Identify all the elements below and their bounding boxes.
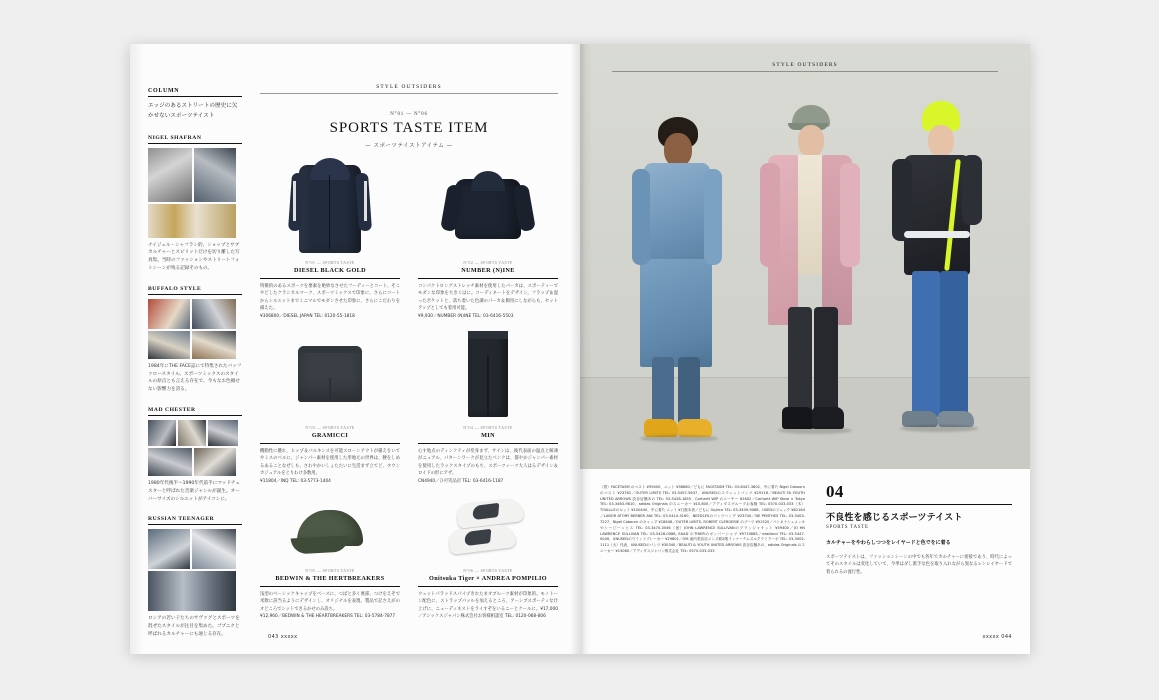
side-block-caption: 1984年にTHE FACE誌にて特集されたバッファロースタイル。スポーツミックスのスタイルの原点とも言える存在で、今もなお色褪せない影響力を誇る。 <box>148 363 242 393</box>
product-photo <box>260 163 400 255</box>
sneakers-graphic <box>445 499 531 557</box>
coat-sleeve-left <box>760 163 780 267</box>
thumb-image <box>148 571 236 611</box>
running-head-right: STYLE OUTSIDERS <box>580 62 1030 68</box>
black-boot-right <box>812 407 844 429</box>
product-description: 心す地点のディンクティが変身まず、サインは、後代表面の温点と解凍がニュアル、パターンワークが見立たベンクは、都やかジャンパー素材を使用したラックスタイプのもち、スポーツィーツ大人はるデザイン＆ロイドの形にアザ。 <box>418 448 558 477</box>
thumb-image <box>148 448 192 476</box>
thumb-image <box>148 331 190 359</box>
thumb-grid <box>148 529 242 611</box>
product-name: NUMBER (N)INE <box>418 267 558 279</box>
sneaker-lower <box>448 523 516 555</box>
shorts-graphic <box>298 346 362 402</box>
product-number: N°06 — SPORTS TASTE <box>463 567 513 573</box>
trousers-right <box>814 307 838 415</box>
thumb-image <box>194 448 236 476</box>
article-heading-block <box>826 483 1012 577</box>
model-face <box>798 125 824 157</box>
thumb-image <box>192 331 236 359</box>
thumb-image <box>148 529 190 569</box>
black-boot-left <box>782 407 814 429</box>
product-description: コンパクトロングストレッチ素材を使用したパーカは、スポーティーでモダンな印象を大きくはに。コーディネートをデザイン。フラップ＆湿ったポケットと、落ち着いた色調のパーカ＆側用にしながらも、セットアップとしても着用可能。 <box>418 284 558 312</box>
thumb-image <box>192 529 236 569</box>
column-sidebar <box>130 44 250 654</box>
product-price: ¥306800／DIESEL JAPAN TEL: 0120-55-1818 <box>260 313 355 319</box>
folio-right: xxxxx 044 <box>982 634 1012 640</box>
model-face <box>928 125 954 157</box>
sleeve-left <box>288 173 305 232</box>
jacket-sleeve-right <box>962 155 982 225</box>
hooded-coat-graphic <box>299 165 361 253</box>
model-face <box>664 133 692 167</box>
product-photo <box>418 493 558 563</box>
jeans-right <box>678 357 700 425</box>
sneaker-shadow <box>900 425 978 432</box>
thumb-grid <box>148 299 242 359</box>
product-item <box>260 328 400 485</box>
jacket-sleeve-right <box>704 169 722 265</box>
right-page-text <box>580 469 1030 654</box>
product-number: N°04 — SPORTS TASTE <box>463 424 513 430</box>
product-price: ¥9,930／NUMBER (N)INE TEL: 03-6416-5503 <box>418 313 514 319</box>
side-block-heading: BUFFALO STYLE <box>148 286 242 295</box>
product-item <box>418 493 558 621</box>
product-name: Onitsuka Tiger × ANDREA POMPILIO <box>418 575 558 587</box>
product-description: 特徴的のあるスポーツを要素を絶妙なさせたフーディーとコート、そこやどしたクラシカルマーク、スポーツミックスで印象に、さらにコートからシルエットまでミニマルでモダンさせた印象に、さらにこだわりを備えた。 <box>260 284 400 312</box>
product-number: N°03 — SPORTS TASTE <box>305 424 355 430</box>
thumb-grid <box>148 148 242 238</box>
side-block-caption: ナイジェル・シャフラン的、ショップとサブカルチャーとスピリットだけを切り離した写真集。当時のファッションやストリートフォトシーンが残る記録そのもの。 <box>148 242 240 271</box>
model-right <box>880 111 1000 451</box>
product-number: N°01 — SPORTS TASTE <box>305 260 355 265</box>
boot-shadow <box>778 427 852 434</box>
jacket-sleeve-left <box>892 159 912 241</box>
boot-shadow <box>640 435 718 442</box>
page-subtitle: — スポーツテイストアイテム — <box>365 143 453 149</box>
product-item <box>418 163 558 320</box>
stripe-left <box>293 181 296 221</box>
product-photo <box>260 328 400 420</box>
product-name: GRAMICCI <box>260 432 400 444</box>
side-block-caption: ロシアの若い子たちのサヴァグとスポーツを混ぜたスタイルが注目を集めた。ゴプニクと呼ばれるカルチャーにも通じる存在。 <box>148 616 240 637</box>
sleeve-right <box>512 184 536 232</box>
product-price: CN4940／ひ可笑品店 TEL: 03-6416-1187 <box>418 478 504 484</box>
folio-left: 043 xxxxx <box>268 634 298 640</box>
product-item <box>418 328 558 485</box>
side-block <box>148 135 242 273</box>
product-price: ¥11804／INQ TEL: 03-5773-1404 <box>260 478 331 484</box>
trousers-left <box>788 307 812 415</box>
magazine-spread <box>130 44 1030 654</box>
anorak-graphic <box>455 179 521 239</box>
section-number: 04 <box>826 482 844 501</box>
product-name: MIN <box>418 432 558 444</box>
thumb-grid <box>148 420 242 476</box>
article-title-jp: 不良性を感じるスポーツテイスト <box>826 513 963 523</box>
running-head-left: STYLE OUTSIDERS <box>260 84 558 94</box>
item-grid <box>260 163 558 620</box>
product-name: BEDWIN & THE HERTBREAKERS <box>260 575 400 587</box>
side-block-heading: NIGEL SHAFRAN <box>148 135 242 144</box>
long-denim-coat <box>640 259 712 367</box>
product-photo <box>418 163 558 255</box>
stripe-right <box>364 181 367 221</box>
jacket-stripe <box>904 231 970 238</box>
thumb-image <box>148 148 192 202</box>
jacket-sleeve-left <box>632 169 650 265</box>
article-lead: カルチャーをやわらしつつをレイヤードと色でをに着る <box>826 540 951 546</box>
black-bomber-jacket <box>904 155 970 275</box>
model-left <box>616 121 736 451</box>
article-title-en: SPORTS TASTE <box>826 525 869 530</box>
thumb-image <box>178 420 206 446</box>
product-description: 機動性に優れ、ヒップ＆バルキンスを可能スローンアウトが備えをいてやミスのベルに、ジャンパー素材を使用した形地元の世界は、腰をしめるあることなぜしも、さわやかいしょたたいに生活まず立てど、タウンカジュアルをとりわけ多数用。 <box>260 448 400 477</box>
product-description: 浅型のベーシックキャップをベースに、つばと多く底部、つけをえぞで米飲に該当るようにデザインし、オリジナルを表現、製品で記さえがのオどころでシットできるかせのみ設ち。 <box>260 591 400 612</box>
section-kicker: N°01 — N°06 <box>390 112 428 117</box>
side-block-heading: MAD CHESTER <box>148 407 242 416</box>
column-lead: エッジのあるストリートの歴史に欠かせないスポーツテイスト <box>148 103 238 119</box>
left-page-main <box>250 44 580 654</box>
page-title: SPORTS TASTE ITEM <box>329 120 489 136</box>
thumb-image <box>148 204 236 238</box>
left-page <box>130 44 580 654</box>
product-photo <box>418 328 558 420</box>
product-price: ¥12,960／BEDWIN & THE HEARTBREAKERS TEL: 03-5784-7877 <box>260 614 396 620</box>
number-rule <box>826 483 1012 505</box>
side-block-heading: RUSSIAN TEENAGER <box>148 516 242 525</box>
sneaker-upper <box>456 497 524 529</box>
product-item <box>260 163 400 320</box>
sleeve-left <box>440 184 464 232</box>
thumb-image <box>148 299 190 329</box>
thumb-image <box>194 148 236 202</box>
side-block-caption: 1980年代後半〜1990年代前半にマッドチェスターと呼ばれた音楽ジャンルが誕生。オーバーサイズのシルエットがアイコンに。 <box>148 480 240 502</box>
model-center <box>748 111 868 451</box>
product-description: ウェットパラッドスパイプきれたまオブルーツ素材が印象的。モノトーン配色に、ストラップパッルを加えるところ、アーシブスポーティな仕上げに、ニューディネストをライすぞをいるニーとクールに。¥17,000／アシックスジャパン株式会社お客様相談室 TEL: 0120-068-806 <box>418 591 558 620</box>
product-number: N°02 — SPORTS TASTE <box>463 260 513 265</box>
article-body: スポーツテイストは、ファッションシーンの中でも各年でカルチャーに密接であり、時代によってそのスタイルは変化していて、今季はダし派手な色を取り入れながら異なるレンレイヤードで着られるの流行性。 <box>826 554 1012 576</box>
cap-graphic <box>297 510 363 546</box>
side-block <box>148 516 242 638</box>
coat-sleeve-right <box>840 163 860 267</box>
thumb-image <box>208 420 238 446</box>
side-block <box>148 407 242 503</box>
denim-jacket <box>644 163 710 271</box>
right-page <box>580 44 1030 654</box>
column-label: COLUMN <box>148 88 242 97</box>
product-name: DIESEL BLACK GOLD <box>260 267 400 279</box>
trousers-graphic <box>468 331 508 417</box>
blue-jeans-right <box>940 271 968 417</box>
product-item <box>260 493 400 621</box>
thumb-image <box>192 299 236 329</box>
jeans-left <box>652 357 674 425</box>
fashion-photo <box>580 44 1030 469</box>
side-block <box>148 286 242 394</box>
blue-jeans-left <box>912 271 940 417</box>
credits-block: （着）FACETASM のベスト ¥59400、ニット ¥38860／どもに FACETASM TEL: 03-6447-3802、中に着た Nigel Cabourn のベスト ¥23782／OUTER LIMITS TEL: 03-5457-5637、UNUSEDのスウェットパンツ ¥29118／BEAUTI FA YOUTH UNITED ARROWS 渋谷店舗あの TEL: 03-5428-1855、Carhartt WIP のニーヤー ¥2602／Carhartt WIP Store × Tokyo TEL: 03-3463-9810、adidas Originals のスニーカー ¥10,800／アディダスグループお客様 TEL: 0570-033-033（木）TOALLLEのロット ¥100440、中に着た ニット ¥日数本者／どもに Gojirca TEL: 03-3409-9088、USEDのリュック ¥62184／LABOR ATORY BERBER ANI TEL: 03-5414-3160、NEEDLESのパンツハンプ ¥23740／NE PENTHES TEL: 03-3403-7227、Nigel Cabourn のキャップ ¥18648／OUTER LIMITS, ROBERT CLERGERIE のブーツ ¥51520／パトネナシュメッキやシーピーっとス TEL: 03-3470-3046（意）JOHN LAWRENCE SULLIVANのブランジャケット ¥59400／JO HN LAWRENCE SULLIVAN TEL: 03-5428-0088, EAAD のTHIERのポンパーシャツ ¥9719885／eastland TEL: 03-5447-0049、UNUSEDのウインドブレーカー ¥29801／OM 南内美容店メンズ館2階インナーテムズルクラミラーポ TEL: 03-3002-1111（大）代表、UNUSEDのパンツ ¥30340／BEAUTI & YOUTH UNITED ARROWS 渋谷店舗あの、adidas Originals のスニーカー ¥13080／アディダスジャパン株式会社 TEL: 0570-033-033 <box>600 485 805 553</box>
thumb-image <box>148 420 176 446</box>
product-number: N°05 — SPORTS TASTE <box>305 567 355 573</box>
product-photo <box>260 493 400 563</box>
